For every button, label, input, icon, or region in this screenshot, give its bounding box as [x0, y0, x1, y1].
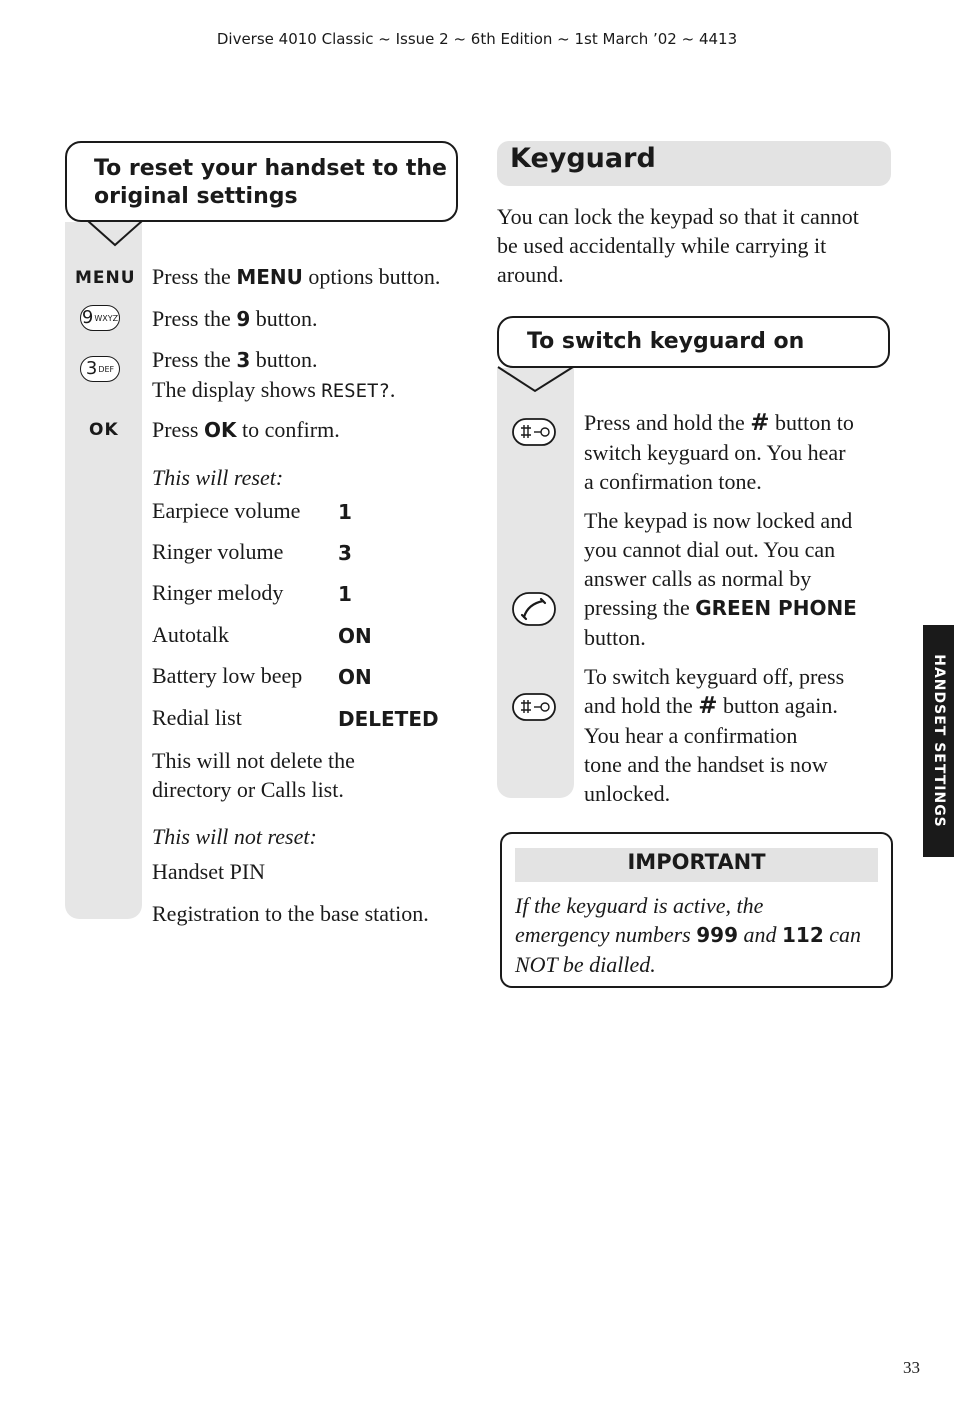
keyguard-step-2: The keypad is now locked and you cannot dial out. You can answer calls as normal by pressing the GREEN PHONE button. — [584, 508, 857, 650]
hash-key-icon — [512, 693, 556, 721]
table-row: Autotalk — [152, 622, 229, 647]
table-row: Earpiece volume — [152, 498, 301, 523]
reset-callout — [65, 141, 458, 222]
ok-key-label: OK — [89, 420, 119, 440]
section-side-tab — [923, 625, 954, 857]
table-value: 1 — [338, 582, 352, 606]
table-row: Redial list — [152, 705, 242, 730]
keyguard-on-callout — [497, 316, 890, 368]
table-row: Battery low beep — [152, 663, 303, 688]
important-title: IMPORTANT — [627, 850, 766, 874]
table-value: DELETED — [338, 707, 439, 731]
will-reset-heading: This will reset: — [152, 465, 284, 490]
important-text: If the keyguard is active, the emergency numbers 999 and 112 can NOT be dialled. — [515, 893, 861, 977]
step-menu: Press the MENU options button. — [152, 264, 441, 289]
reset-title-line2: original settings — [94, 184, 298, 209]
green-phone-key-icon — [512, 592, 556, 626]
menu-key-label: MENU — [75, 268, 136, 288]
table-value: ON — [338, 665, 372, 689]
hash-key-icon — [512, 418, 556, 446]
step-three: Press the 3 button. The display shows RESET?. — [152, 347, 396, 402]
not-delete-note: This will not delete the directory or Calls list. — [152, 748, 355, 802]
keyguard-on-title: To switch keyguard on — [527, 329, 805, 354]
nine-key-icon: 9 WXYZ — [80, 305, 120, 331]
three-key-icon: 3 DEF — [80, 356, 120, 382]
keyguard-step-1: Press and hold the # button to switch keyguard on. You hear a confirmation tone. — [584, 410, 854, 494]
table-row: Ringer melody — [152, 580, 284, 605]
step-nine: Press the 9 button. — [152, 306, 318, 331]
list-item: Registration to the base station. — [152, 901, 429, 926]
callout-pointer — [497, 365, 577, 395]
display-text: RESET? — [321, 380, 390, 402]
will-not-reset-heading: This will not reset: — [152, 824, 317, 849]
running-header: Diverse 4010 Classic ~ Issue 2 ~ 6th Edition ~ 1st March ’02 ~ 4413 — [216, 30, 738, 48]
keyguard-intro: You can lock the keypad so that it cannot be used accidentally while carrying it around. — [497, 204, 859, 287]
side-tab-label: HANDSET SETTINGS — [930, 654, 947, 828]
table-row: Ringer volume — [152, 539, 284, 564]
table-value: 3 — [338, 541, 352, 565]
keyguard-title: Keyguard — [510, 143, 656, 174]
callout-pointer — [86, 219, 146, 249]
page-number: 33 — [903, 1358, 920, 1377]
table-value: ON — [338, 624, 372, 648]
reset-title-line1: To reset your handset to the — [94, 156, 447, 181]
keyguard-step-3: To switch keyguard off, press and hold the # button again. You hear a confirmation tone and the handset is now unlocked. — [584, 664, 845, 806]
step-ok: Press OK to confirm. — [152, 417, 340, 442]
list-item: Handset PIN — [152, 859, 266, 884]
table-value: 1 — [338, 500, 352, 524]
